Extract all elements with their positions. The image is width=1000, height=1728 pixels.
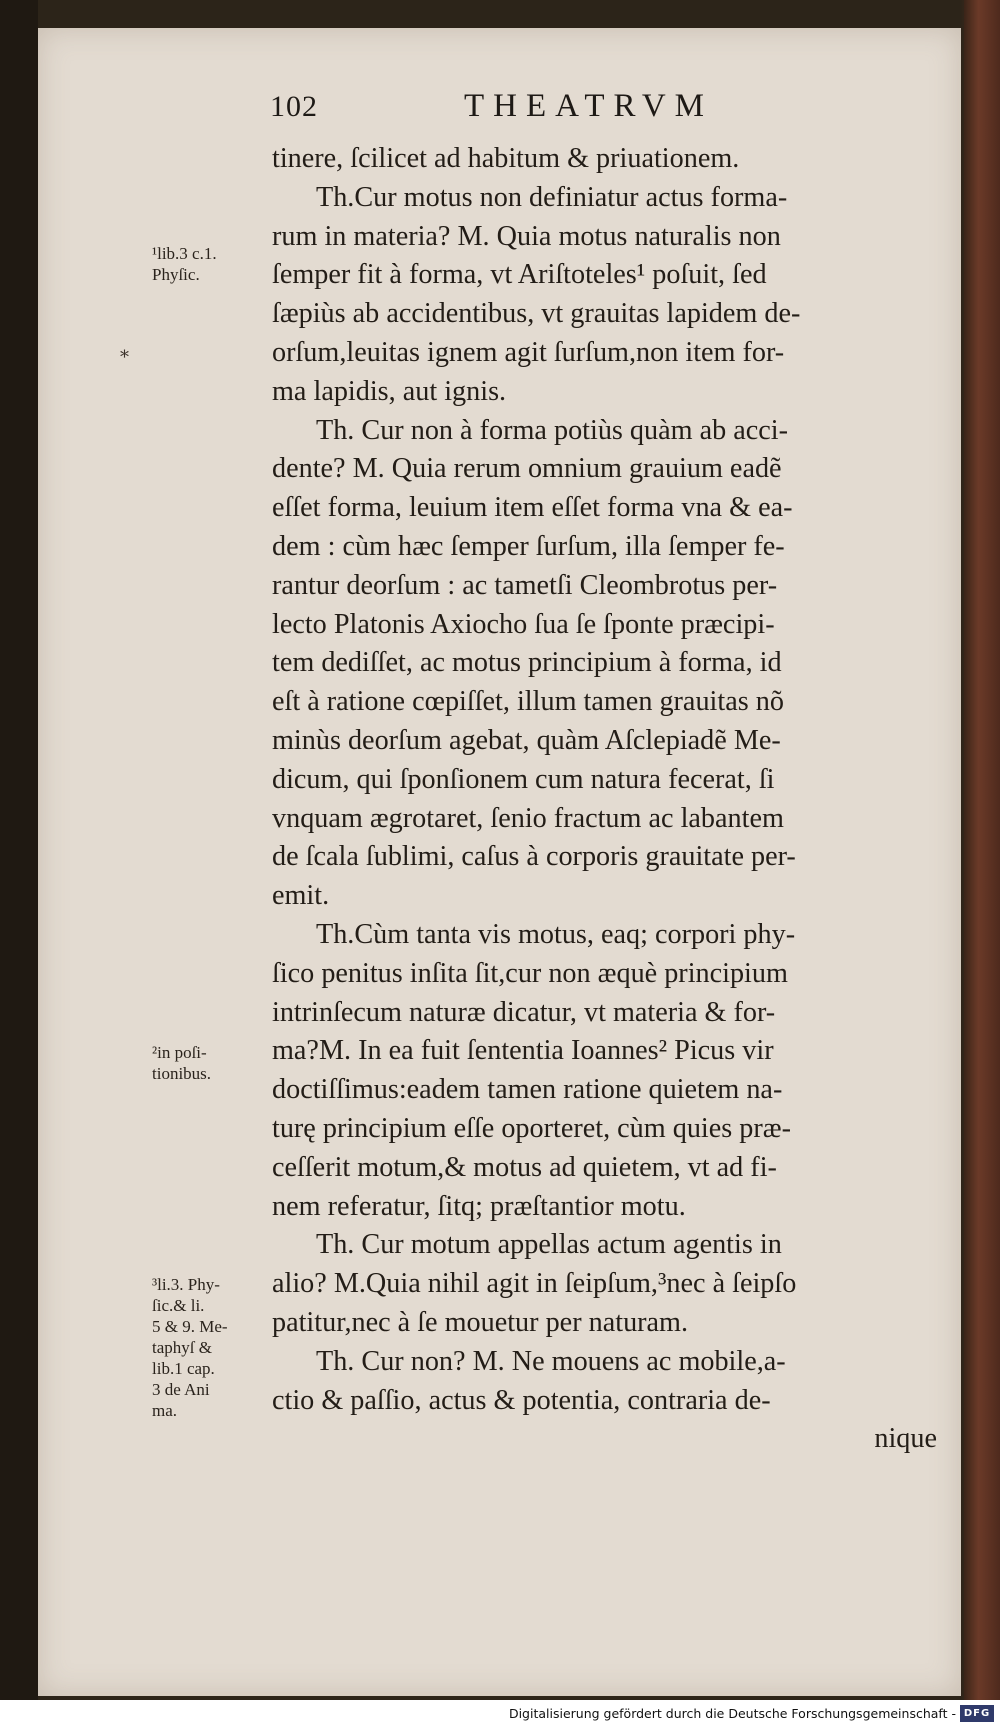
text-line: lecto Platonis Axiocho ſua ſe ſponte præcipi- bbox=[272, 608, 775, 640]
text-line: tinere, ſcilicet ad habitum & priuationem. bbox=[272, 143, 740, 174]
text-line: orſum,leuitas ignem agit ſurſum,non item for- bbox=[272, 336, 785, 368]
text-line: ſemper fit à forma, vt Ariſtoteles¹ poſuit, ſed bbox=[272, 259, 767, 291]
page-header bbox=[270, 90, 750, 130]
text-line: rum in materia? M. Quia motus naturalis non bbox=[272, 220, 781, 252]
marginal-note-2 bbox=[152, 1042, 262, 1084]
text-line: doctiſſimus:eadem tamen ratione quietem na- bbox=[272, 1074, 783, 1106]
funding-notice: Digitalisierung gefördert durch die Deutsche Forschungsgemeinschaft - bbox=[508, 1706, 956, 1721]
marginal-line: lib.1 cap. bbox=[152, 1359, 215, 1378]
dfg-logo: DFG bbox=[960, 1705, 994, 1722]
marginal-line: tionibus. bbox=[152, 1064, 212, 1083]
text-line: patitur,nec à ſe mouetur per naturam. bbox=[272, 1306, 689, 1338]
text-line: Th. Cur motum appellas actum agentis in bbox=[316, 1229, 782, 1261]
text-line: ma lapidis, aut ignis. bbox=[272, 375, 507, 407]
marginal-line: ²in poſi- bbox=[152, 1043, 207, 1062]
text-line: intrinſecum naturæ dicatur, vt materia & for- bbox=[272, 996, 776, 1028]
marginal-note-3 bbox=[152, 1274, 262, 1421]
text-line: tem dediſſet, ac motus principium à forma, id bbox=[272, 647, 782, 679]
running-title: THEATRVM bbox=[464, 88, 714, 124]
text-line: dem : cùm hæc ſemper ſurſum, illa ſemper fe- bbox=[272, 530, 785, 562]
text-line: Th. Cur non? M. Ne mouens ac mobile,a- bbox=[316, 1345, 786, 1377]
text-line: nem referatur, ſitq; præſtantior motu. bbox=[272, 1190, 686, 1222]
text-line: turę principium eſſe oporteret, cùm quies præ- bbox=[272, 1112, 791, 1144]
marginal-line: 5 & 9. Me- bbox=[152, 1317, 228, 1336]
marginal-line: 3 de Ani bbox=[152, 1380, 210, 1399]
text-line: de ſcala ſublimi, caſus à corporis grauitate per- bbox=[272, 841, 796, 873]
text-line: ſico penitus inſita ſit,cur non æquè principium bbox=[272, 957, 788, 989]
text-line: emit. bbox=[272, 880, 330, 912]
digitization-footer bbox=[0, 1700, 1000, 1728]
text-line: Th. Cur non à forma potiùs quàm ab acci- bbox=[316, 414, 789, 446]
marginal-line: ma. bbox=[152, 1401, 178, 1420]
catchword: nique bbox=[874, 1423, 937, 1455]
text-line: ctio & paſſio, actus & potentia, contraria de- bbox=[272, 1384, 771, 1416]
marginal-line: ¹lib.3 c.1. bbox=[152, 244, 217, 263]
text-line: alio? M.Quia nihil agit in ſeipſum,³nec à ſeipſo bbox=[272, 1268, 797, 1300]
marginal-mark: * bbox=[120, 347, 129, 368]
text-line: dicum, qui ſponſionem cum natura fecerat, ſi bbox=[272, 763, 775, 795]
text-line: ſæpiùs ab accidentibus, vt grauitas lapidem de- bbox=[272, 298, 801, 330]
text-line: eſſet forma, leuium item eſſet forma vna & ea- bbox=[272, 492, 793, 524]
text-line: rantur deorſum : ac tametſi Cleombrotus per- bbox=[272, 569, 778, 601]
text-line: minùs deorſum agebat, quàm Aſclepiadẽ Me- bbox=[272, 724, 781, 756]
scan-left-edge bbox=[0, 0, 38, 1728]
marginal-line: ³li.3. Phy- bbox=[152, 1275, 220, 1294]
marginal-line: Phyſic. bbox=[152, 265, 200, 284]
text-line: vnquam ægrotaret, ſenio fractum ac labantem bbox=[272, 802, 784, 834]
main-text-block bbox=[272, 140, 937, 1459]
marginal-line: taphyſ & bbox=[152, 1338, 212, 1357]
text-line: ma?M. In ea fuit ſententia Ioannes² Picus vir bbox=[272, 1035, 774, 1067]
text-line: eſt à ratione cœpiſſet, illum tamen grauitas nõ bbox=[272, 686, 784, 718]
page-number: 102 bbox=[270, 90, 318, 123]
text-line: Th.Cur motus non definiatur actus forma- bbox=[316, 181, 788, 213]
book-spine-edge bbox=[964, 0, 1000, 1728]
text-line: ceſſerit motum,& motus ad quietem, vt ad fi- bbox=[272, 1151, 777, 1183]
marginal-line: ſic.& li. bbox=[152, 1296, 205, 1315]
text-line: Th.Cùm tanta vis motus, eaq; corpori phy- bbox=[316, 918, 796, 950]
text-line: dente? M. Quia rerum omnium grauium eadẽ bbox=[272, 453, 782, 485]
marginal-note-1 bbox=[152, 243, 262, 285]
